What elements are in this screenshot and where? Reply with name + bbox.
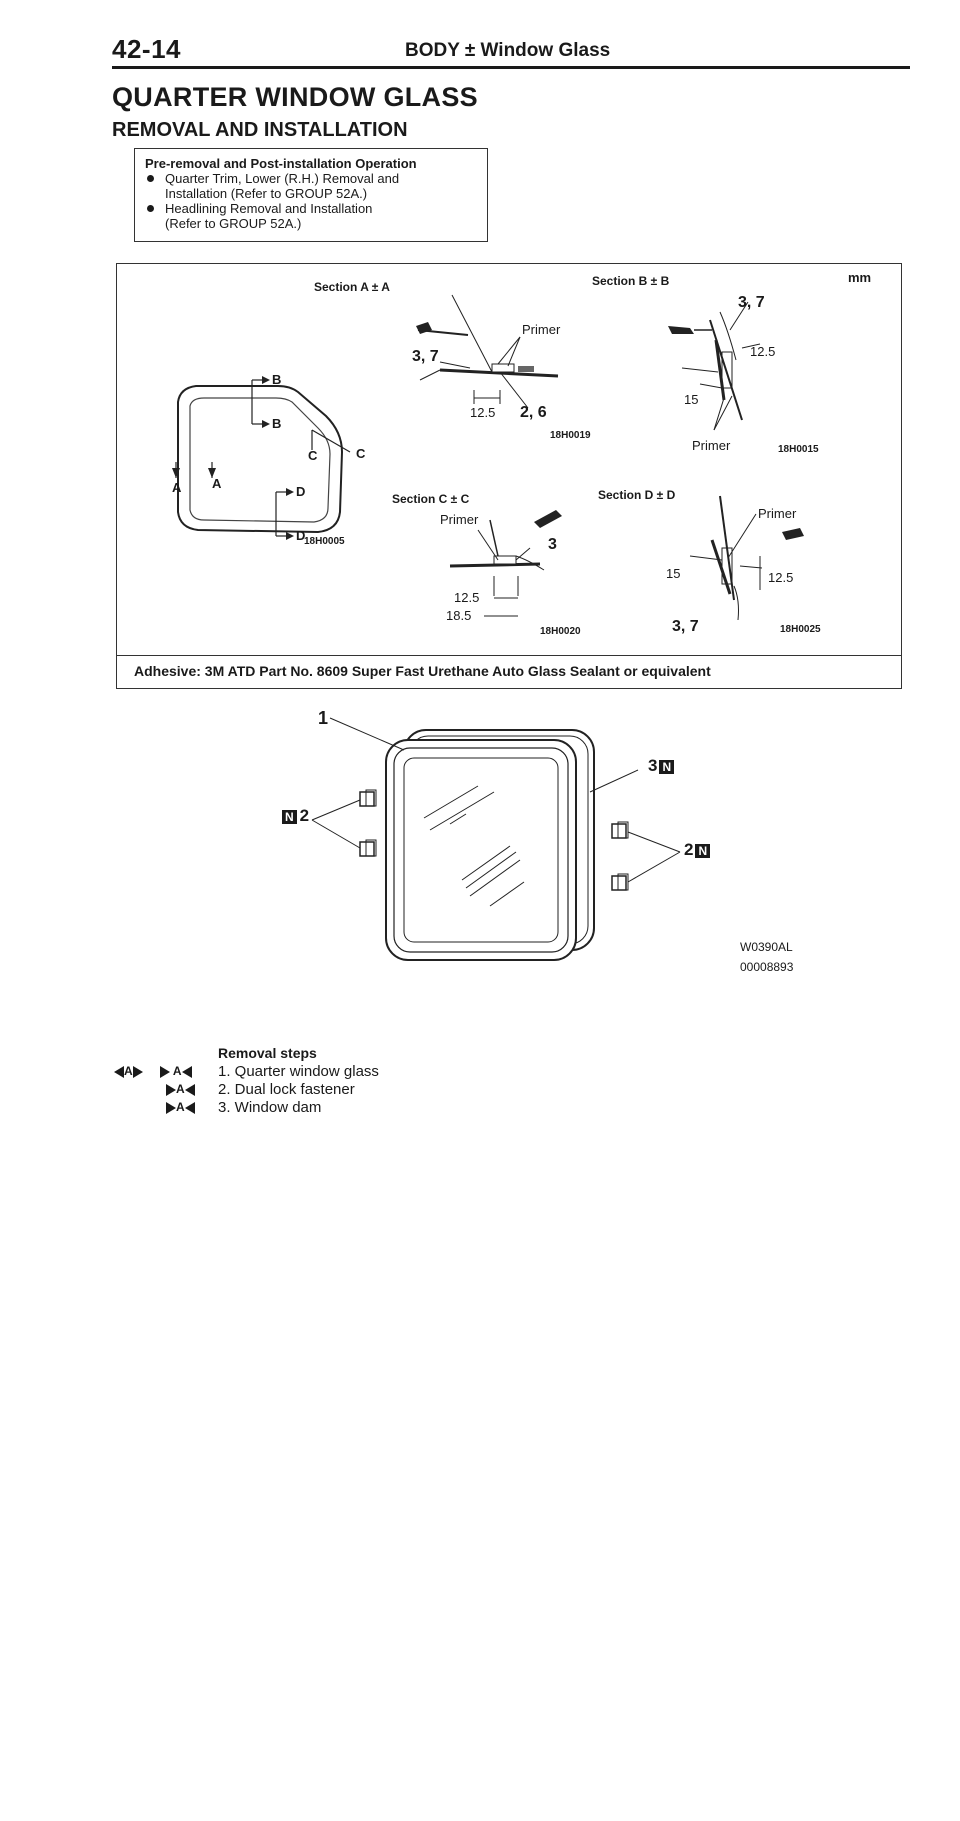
new-part-badge: N [659, 760, 674, 774]
triangle-right-icon [133, 1066, 143, 1078]
cut-label: B [272, 372, 282, 387]
primer-label: Primer [522, 322, 561, 337]
unit-label: mm [848, 270, 872, 285]
figure-code: 18H0020 [540, 626, 581, 637]
dimension-label: 15 [684, 392, 699, 407]
cut-label: A [172, 480, 182, 495]
dimension-label: 15 [666, 566, 681, 581]
figure-code: 18H0005 [304, 536, 345, 547]
callout-label [684, 840, 710, 860]
cut-label: C [356, 446, 366, 461]
dimension-label: 12.5 [750, 344, 776, 359]
pre-op-item-line: (Refer to GROUP 52A.) [165, 216, 302, 231]
dimension-label: 12.5 [454, 590, 480, 605]
new-part-badge: N [282, 810, 297, 824]
section-d-title: Section D ± D [598, 488, 676, 502]
section-a-title: Section A ± A [314, 280, 390, 294]
installation-symbol [114, 1064, 143, 1078]
page-title: QUARTER WINDOW GLASS [112, 82, 478, 112]
callout-label: 3, 7 [672, 618, 699, 635]
callout-label: 3, 7 [738, 294, 765, 311]
section-header: BODY ± Window Glass [405, 40, 611, 61]
new-part-badge: N [695, 844, 710, 858]
removal-symbol [166, 1082, 195, 1096]
removal-step: 2. Dual lock fastener [218, 1081, 355, 1098]
figure-code: 18H0019 [550, 430, 591, 441]
callout-label: 3 [548, 536, 557, 553]
cut-label: B [272, 416, 282, 431]
primer-label: Primer [758, 506, 797, 521]
triangle-right-icon [166, 1102, 176, 1114]
cut-label: D [296, 484, 306, 499]
adhesive-note: Adhesive: 3M ATD Part No. 8609 Super Fast Urethane Auto Glass Sealant or equivalent [134, 663, 711, 679]
callout-label [648, 756, 674, 776]
callout-number: 2 [299, 806, 310, 825]
primer-label: Primer [692, 438, 731, 453]
callout-number: 2 [684, 840, 694, 859]
section-c-title: Section C ± C [392, 492, 470, 506]
removal-step: 1. Quarter window glass [218, 1063, 379, 1080]
cut-label: A [212, 476, 222, 491]
pre-op-item-line: Headlining Removal and Installation [165, 201, 373, 216]
triangle-right-icon [160, 1066, 170, 1078]
figure-code: 00008893 [740, 960, 794, 974]
symbol-letter: A [172, 1064, 182, 1078]
removal-steps-heading: Removal steps [218, 1045, 317, 1061]
callout-label: 1 [318, 708, 329, 728]
triangle-left-icon [185, 1102, 195, 1114]
figure-code: 18H0015 [778, 444, 819, 455]
symbol-letter: A [176, 1100, 185, 1114]
callout-label: 2, 6 [520, 404, 547, 421]
callout-number: 3 [648, 756, 658, 775]
triangle-left-icon [185, 1084, 195, 1096]
callout-label [282, 806, 309, 826]
pre-op-item-line: Quarter Trim, Lower (R.H.) Removal and [165, 171, 400, 186]
pre-op-item-line: Installation (Refer to GROUP 52A.) [165, 186, 368, 201]
removal-symbol [166, 1100, 195, 1114]
dimension-label: 18.5 [446, 608, 472, 623]
triangle-left-icon [114, 1066, 124, 1078]
cut-label: D [296, 528, 306, 543]
triangle-right-icon [166, 1084, 176, 1096]
dimension-label: 12.5 [768, 570, 794, 585]
dimension-label: 12.5 [470, 405, 496, 420]
removal-symbol [160, 1064, 192, 1078]
primer-label: Primer [440, 512, 479, 527]
figure-code: W0390AL [740, 940, 793, 954]
figure-code: 18H0025 [780, 624, 821, 635]
callout-label: 3, 7 [412, 348, 439, 365]
removal-step: 3. Window dam [218, 1099, 322, 1116]
page-number: 42-14 [112, 34, 181, 64]
section-b-title: Section B ± B [592, 274, 670, 288]
symbol-letter: A [124, 1064, 133, 1078]
pre-operation-heading: Pre-removal and Post-installation Operation [145, 156, 417, 171]
triangle-left-icon [182, 1066, 192, 1078]
cut-label: C [308, 448, 318, 463]
symbol-letter: A [176, 1082, 185, 1096]
page-subtitle: REMOVAL AND INSTALLATION [112, 119, 408, 141]
